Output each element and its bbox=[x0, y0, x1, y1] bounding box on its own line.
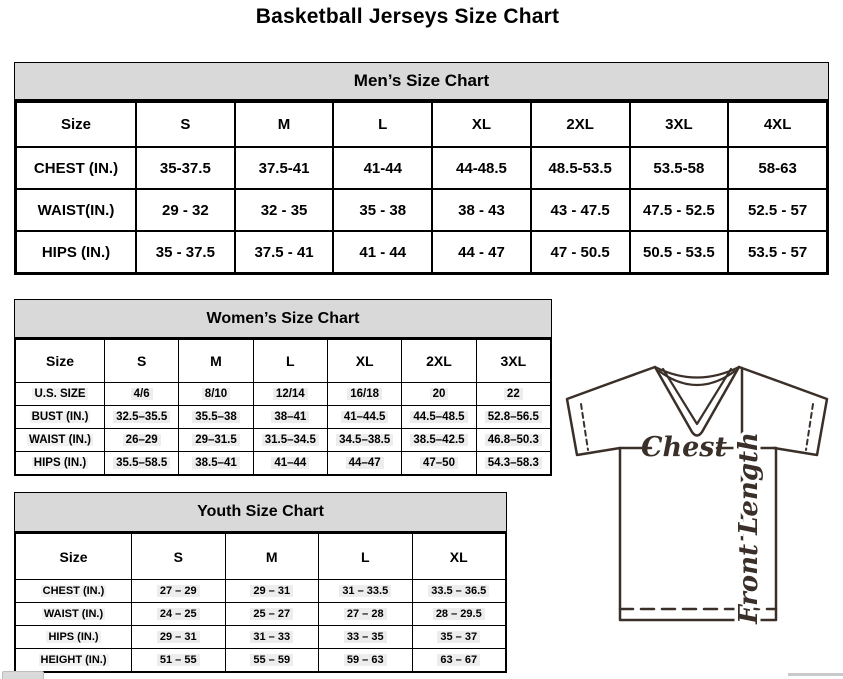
size-cell: 27 – 28 bbox=[319, 603, 413, 626]
column-header: S bbox=[132, 534, 226, 580]
size-cell: 41–44 bbox=[253, 452, 327, 475]
row-label: WAIST(IN.) bbox=[16, 189, 136, 231]
jersey-left-sleeve bbox=[567, 380, 620, 455]
column-header: Size bbox=[16, 340, 105, 383]
size-cell: 33.5 – 36.5 bbox=[412, 580, 506, 603]
column-header: Size bbox=[16, 102, 136, 147]
column-header: 3XL bbox=[630, 102, 729, 147]
table-row bbox=[16, 429, 551, 452]
youth-grid bbox=[15, 533, 506, 672]
size-cell: 47.5 - 52.5 bbox=[630, 189, 729, 231]
size-cell: 53.5 - 57 bbox=[728, 231, 827, 273]
size-cell: 35.5–58.5 bbox=[105, 452, 179, 475]
size-cell: 52.5 - 57 bbox=[728, 189, 827, 231]
table-row bbox=[16, 626, 506, 649]
row-label: CHEST (IN.) bbox=[16, 147, 136, 189]
table-row bbox=[16, 406, 551, 429]
size-cell: 41–44.5 bbox=[327, 406, 401, 429]
size-cell: 16/18 bbox=[327, 383, 401, 406]
size-cell: 44 - 47 bbox=[432, 231, 531, 273]
size-cell: 35 – 37 bbox=[412, 626, 506, 649]
column-header: 3XL bbox=[476, 340, 550, 383]
size-cell: 34.5–38.5 bbox=[327, 429, 401, 452]
size-cell: 37.5-41 bbox=[235, 147, 334, 189]
size-cell: 28 – 29.5 bbox=[412, 603, 506, 626]
row-label: HEIGHT (IN.) bbox=[16, 649, 132, 672]
size-cell: 58-63 bbox=[728, 147, 827, 189]
size-cell: 31.5–34.5 bbox=[253, 429, 327, 452]
jersey-right-shoulder bbox=[739, 367, 775, 380]
column-header: L bbox=[333, 102, 432, 147]
column-header: S bbox=[105, 340, 179, 383]
size-cell: 35-37.5 bbox=[136, 147, 235, 189]
size-cell: 24 – 25 bbox=[132, 603, 226, 626]
size-cell: 44–47 bbox=[327, 452, 401, 475]
size-cell: 52.8–56.5 bbox=[476, 406, 550, 429]
column-header: Size bbox=[16, 534, 132, 580]
size-cell: 31 – 33 bbox=[225, 626, 319, 649]
column-header: 2XL bbox=[531, 102, 630, 147]
row-label: HIPS (IN.) bbox=[16, 231, 136, 273]
size-cell: 29 – 31 bbox=[132, 626, 226, 649]
row-label: HIPS (IN.) bbox=[16, 626, 132, 649]
size-cell: 55 – 59 bbox=[225, 649, 319, 672]
column-header: S bbox=[136, 102, 235, 147]
youth-size-chart bbox=[14, 492, 507, 673]
size-cell: 26–29 bbox=[105, 429, 179, 452]
mens-size-chart bbox=[14, 62, 829, 275]
column-header: XL bbox=[432, 102, 531, 147]
cutoff-element-bottom-right bbox=[788, 673, 843, 676]
size-cell: 53.5-58 bbox=[630, 147, 729, 189]
front-length-label: Front Length bbox=[734, 432, 764, 624]
size-cell: 35 - 37.5 bbox=[136, 231, 235, 273]
table-row bbox=[16, 383, 551, 406]
men-grid bbox=[15, 101, 828, 274]
jersey-right-sleeve bbox=[774, 380, 827, 455]
jersey-measurement-diagram bbox=[556, 358, 838, 630]
size-cell: 48.5-53.5 bbox=[531, 147, 630, 189]
size-cell: 41 - 44 bbox=[333, 231, 432, 273]
size-cell: 38 - 43 bbox=[432, 189, 531, 231]
size-cell: 29 - 32 bbox=[136, 189, 235, 231]
chest-label: Chest bbox=[641, 432, 727, 463]
column-header: M bbox=[179, 340, 253, 383]
mens-chart-header: Men’s Size Chart bbox=[15, 63, 828, 101]
size-cell: 38.5–42.5 bbox=[402, 429, 476, 452]
table-row bbox=[16, 649, 506, 672]
size-cell: 29 – 31 bbox=[225, 580, 319, 603]
youth-size-table bbox=[15, 533, 506, 672]
size-cell: 29–31.5 bbox=[179, 429, 253, 452]
row-label: BUST (IN.) bbox=[16, 406, 105, 429]
youth-chart-header: Youth Size Chart bbox=[15, 493, 506, 533]
size-cell: 27 – 29 bbox=[132, 580, 226, 603]
size-cell: 51 – 55 bbox=[132, 649, 226, 672]
size-cell: 46.8–50.3 bbox=[476, 429, 550, 452]
size-cell: 12/14 bbox=[253, 383, 327, 406]
size-cell: 44-48.5 bbox=[432, 147, 531, 189]
size-cell: 22 bbox=[476, 383, 550, 406]
mens-size-table bbox=[15, 101, 828, 274]
row-label: U.S. SIZE bbox=[16, 383, 105, 406]
table-row bbox=[16, 580, 506, 603]
size-cell: 63 – 67 bbox=[412, 649, 506, 672]
size-cell: 4/6 bbox=[105, 383, 179, 406]
cutoff-element-bottom-left bbox=[2, 671, 44, 679]
size-cell: 32.5–35.5 bbox=[105, 406, 179, 429]
column-header: L bbox=[319, 534, 413, 580]
size-cell: 37.5 - 41 bbox=[235, 231, 334, 273]
women-grid bbox=[15, 339, 551, 475]
size-cell: 50.5 - 53.5 bbox=[630, 231, 729, 273]
size-cell: 8/10 bbox=[179, 383, 253, 406]
column-header: L bbox=[253, 340, 327, 383]
row-label: HIPS (IN.) bbox=[16, 452, 105, 475]
column-header: XL bbox=[412, 534, 506, 580]
column-header: M bbox=[235, 102, 334, 147]
size-cell: 59 – 63 bbox=[319, 649, 413, 672]
womens-size-chart bbox=[14, 299, 552, 476]
size-cell: 43 - 47.5 bbox=[531, 189, 630, 231]
size-cell: 44.5–48.5 bbox=[402, 406, 476, 429]
size-cell: 35 - 38 bbox=[333, 189, 432, 231]
size-cell: 32 - 35 bbox=[235, 189, 334, 231]
column-header: 2XL bbox=[402, 340, 476, 383]
womens-size-table bbox=[15, 339, 551, 475]
table-row bbox=[16, 452, 551, 475]
jersey-right-cuff-dashes bbox=[806, 404, 813, 450]
row-label: WAIST (IN.) bbox=[16, 429, 105, 452]
size-cell: 47 - 50.5 bbox=[531, 231, 630, 273]
size-cell: 33 – 35 bbox=[319, 626, 413, 649]
size-cell: 20 bbox=[402, 383, 476, 406]
size-cell: 35.5–38 bbox=[179, 406, 253, 429]
jersey-left-cuff-dashes bbox=[581, 404, 588, 450]
size-cell: 47–50 bbox=[402, 452, 476, 475]
size-cell: 31 – 33.5 bbox=[319, 580, 413, 603]
size-cell: 38–41 bbox=[253, 406, 327, 429]
table-row bbox=[16, 603, 506, 626]
row-label: CHEST (IN.) bbox=[16, 580, 132, 603]
column-header: M bbox=[225, 534, 319, 580]
row-label: WAIST (IN.) bbox=[16, 603, 132, 626]
column-header: 4XL bbox=[728, 102, 827, 147]
size-cell: 38.5–41 bbox=[179, 452, 253, 475]
size-cell: 54.3–58.3 bbox=[476, 452, 550, 475]
womens-chart-header: Women’s Size Chart bbox=[15, 300, 551, 339]
table-row bbox=[16, 147, 827, 189]
jersey-left-shoulder bbox=[619, 367, 655, 380]
table-row bbox=[16, 189, 827, 231]
page-title: Basketball Jerseys Size Chart bbox=[255, 5, 560, 28]
size-cell: 25 – 27 bbox=[225, 603, 319, 626]
column-header: XL bbox=[327, 340, 401, 383]
size-cell: 41-44 bbox=[333, 147, 432, 189]
table-row bbox=[16, 231, 827, 273]
